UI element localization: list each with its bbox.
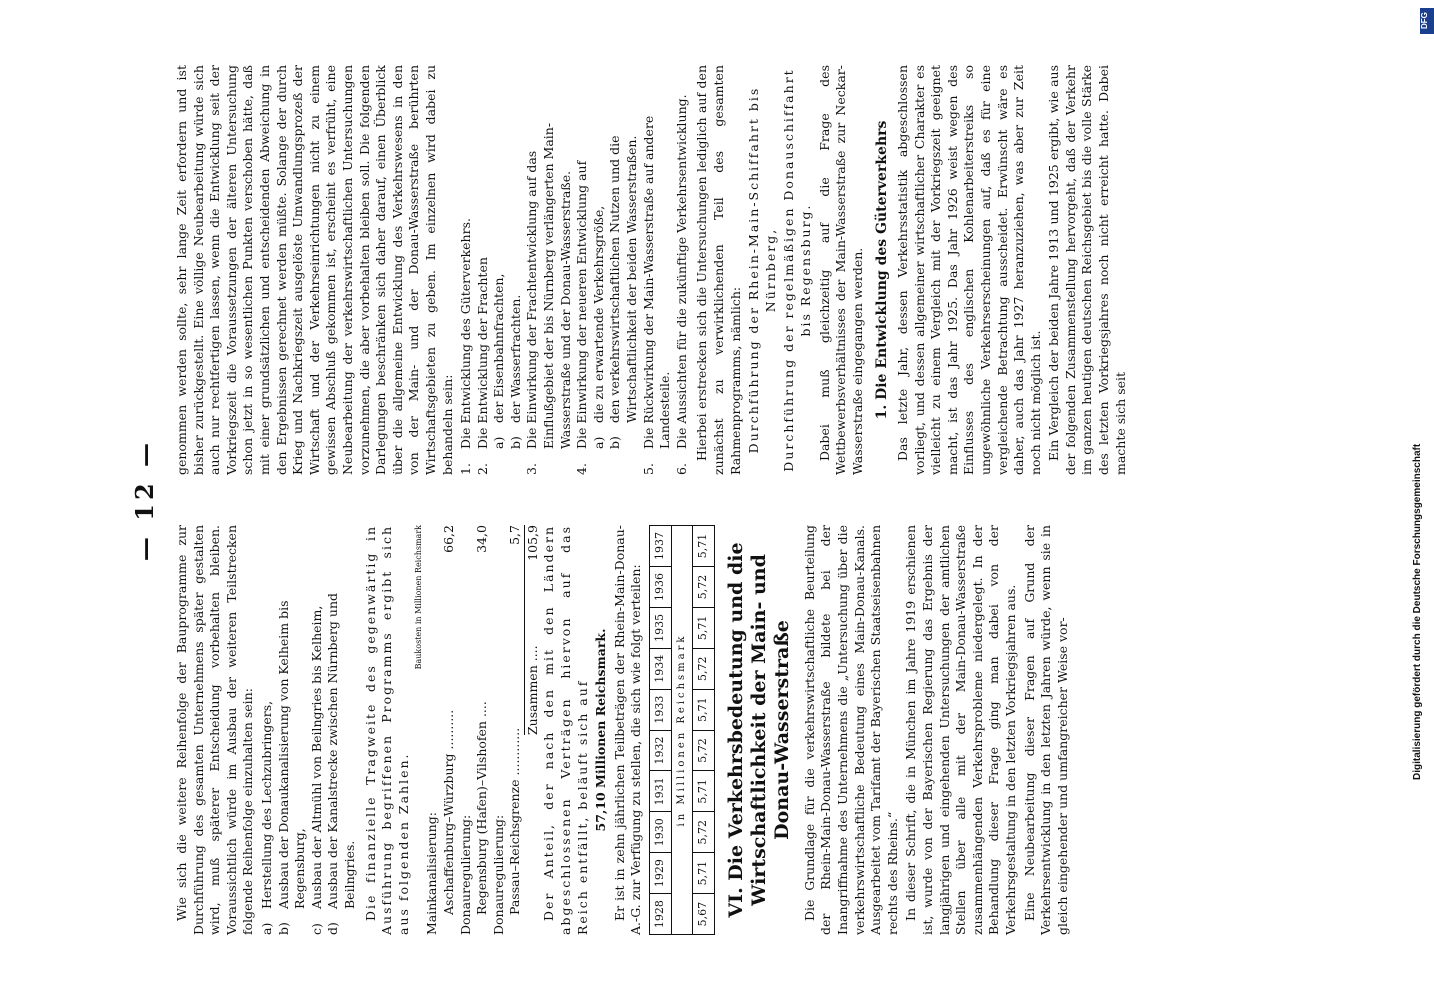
cost-row: Passau–Reichsgrenze ............ 5,7 bbox=[507, 525, 523, 915]
year-cell: 1932 bbox=[650, 730, 672, 771]
year-cell: 1929 bbox=[650, 853, 672, 894]
year-cell: 1935 bbox=[650, 607, 672, 648]
cost-row: Aschaffenburg–Würzburg .......... 66,2 bbox=[440, 525, 456, 915]
centered-line: Durchführung der regelmäßigen Donauschiffahrt bis Regensburg. bbox=[781, 68, 813, 472]
reich-share-amount: 57,10 Millionen Reichsmark. bbox=[593, 628, 609, 832]
list-item: 1. Die Entwicklung des Güterverkehrs. bbox=[458, 218, 474, 475]
installments-table bbox=[649, 525, 715, 935]
section-heading: VI. Die Verkehrsbedeutung und die Wirtschaftlichkeit der Main- und Donau-Wasserstraße bbox=[724, 542, 793, 918]
year-cell: 1930 bbox=[650, 812, 672, 853]
list-item: 2. Die Entwicklung der Frachten bbox=[474, 257, 490, 475]
year-cell: 1936 bbox=[650, 566, 672, 607]
list-item: a) der Eisenbahnfrachten, bbox=[491, 273, 507, 449]
value-cell: 5,72 bbox=[693, 812, 715, 853]
topics-list bbox=[458, 65, 690, 475]
cost-row: Regensburg (Hafen)–Vilshofen .... 34,0 bbox=[474, 525, 490, 915]
value-cell: 5,71 bbox=[693, 771, 715, 812]
value-cell: 5,71 bbox=[693, 607, 715, 648]
centered-line: Durchführung der Rhein-Main-Schiffahrt bis Nürnberg, bbox=[746, 86, 778, 454]
cost-label: Donauregulierung: bbox=[490, 814, 506, 935]
year-cell: 1933 bbox=[650, 689, 672, 730]
rotated-page bbox=[130, 65, 1410, 935]
cost-label: Mainkanalisierung: bbox=[424, 812, 440, 935]
list-item: 4. Die Einwirkung der neueren Entwicklung auf bbox=[574, 160, 590, 475]
paragraph: Ein Vergleich der beiden Jahre 1913 und 1925 ergibt, wie aus der folgenden Zusammenstellung hervorgeht, daß der Verkehr im ganzen heutigen deutschen Reichsgebiet bis die volle Stärke des letzten Vorkriegsjahres noch nicht erreicht hatte. Dabei machte sich seit bbox=[1046, 65, 1128, 475]
list-item: 3. Die Einwirkung der Frachtentwicklung auf das Einflußgebiet der bis Nürnberg verlängerten Main-Wasserstraße und der Donau-Wasserstraße. bbox=[524, 122, 573, 475]
cost-table bbox=[424, 525, 541, 935]
value-cell: 5,71 bbox=[693, 526, 715, 567]
annual-installments-paragraph: Er ist in zehn jährlichen Teilbeträgen der Rhein-Main-Donau-A.-G. zur Verfügung zu stellen, die sich wie folgt verteilen: bbox=[611, 525, 644, 935]
paragraph: genommen werden sollte, sehr lange Zeit erfordern und ist bisher zurückgestellt. Eine völlige Neubearbeitung würde sich auch nur rechtfertigen lassen, wenn die Entwicklung seit der Vorkriegszeit die Voraussetzungen der älteren Untersuchung schon jetzt in so wesentlichen Punkten verschoben hätte, daß mit einer grundsätzlichen und entscheidenden Abweichung in den Ergebnissen gerechnet werden müßte. Solange der durch Krieg und Nachkriegszeit ausgelöste Umwandlungsprozeß der Wirtschaft und der Verkehrseinrichtungen nicht zu einem gewissen Abschluß gekommen ist, erscheint es verfrüht, eine Neubearbeitung der verkehrswirtschaftlichen Untersuchungen vorzunehmen, die aber vorbehalten bleiben soll. Die folgenden Darlegungen beschränken sich daher darauf, einen Überblick über die allgemeine Entwicklung des Verkehrswesens in den von der Main- und der Donau-Wasserstraße berührten Wirtschaftsgebieten zu geben. Im einzelnen wird dabei zu behandeln sein: bbox=[174, 65, 455, 475]
value-cell: 5,67 bbox=[693, 894, 715, 935]
left-column bbox=[174, 525, 1070, 935]
paragraph: Die Grundlage für die verkehrswirtschaftliche Beurteilung der Rhein-Main-Donau-Wasserstraße bildete bei der Inangriffnahme des Unternehmens die „Untersuchung über die verkehrswirtschaftliche Bedeutung eines Main-Donau-Kanals. Ausgearbeitet vom Tarifamt der Bayerischen Staatseisenbahnen rechts des Rheins.“ bbox=[801, 525, 900, 935]
list-item: 5. Die Rückwirkung der Main-Wasserstraße auf andere Landesteile. bbox=[640, 115, 673, 475]
cost-label: Donauregulierung: bbox=[457, 814, 473, 935]
value-cell: 5,71 bbox=[693, 689, 715, 730]
table-row bbox=[693, 526, 715, 935]
paragraph: Dabei muß gleichzeitig auf die Frage des Wettbewerbsverhältnisses der Main-Wasserstraße zur Neckar-Wasserstraße eingegangen werden. bbox=[816, 65, 865, 475]
table-unit-row: in Millionen Reichsmark bbox=[671, 526, 693, 935]
construction-sequence-list bbox=[259, 525, 359, 935]
paragraph: In dieser Schrift, die in München im Jahre 1919 erschienen ist, wurde von der Bayerischen Regierung das Ergebnis der langjährigen und eingehenden Untersuchungen der amtlichen Stellen über alle mit der Main-Donau-Wasserstraße zusammenhängenden Verkehrsprobleme niedergelegt. In der Behandlung dieser Frage ging man dabei von der Verkehrsgestaltung in den letzten Vorkriegsjahren aus. bbox=[903, 525, 1018, 935]
digitization-credit: Digitalisierung gefördert durch die Deutsche Forschungsgemeinschaft bbox=[1412, 443, 1423, 780]
value-cell: 5,72 bbox=[693, 648, 715, 689]
year-cell: 1931 bbox=[650, 771, 672, 812]
list-item: a) Herstellung des Lechzubringers, bbox=[258, 700, 274, 935]
right-column bbox=[174, 65, 1128, 475]
value-cell: 5,72 bbox=[693, 730, 715, 771]
finance-intro: Die finanzielle Tragweite des gegenwärtig in Ausführung begriffenen Programms ergibt sich aus folgenden Zahlen. bbox=[362, 525, 411, 935]
reich-share-paragraph: Der Anteil, der nach den mit den Ländern abgeschlossenen Verträgen hiervon auf das Reich entfällt, beläuft sich auf bbox=[541, 525, 590, 935]
value-cell: 5,72 bbox=[693, 566, 715, 607]
year-cell: 1928 bbox=[650, 894, 672, 935]
value-cell: 5,71 bbox=[693, 853, 715, 894]
year-cell: 1937 bbox=[650, 526, 672, 567]
sub-heading: 1. Die Entwicklung des Güterverkehrs bbox=[874, 120, 891, 420]
list-item: c) Ausbau der Altmühl von Beilngries bis Kelheim, bbox=[308, 605, 324, 935]
page-number: — 12 — bbox=[130, 438, 159, 562]
list-item: 6. Die Aussichten für die zukünftige Verkehrsentwicklung. bbox=[673, 94, 689, 475]
list-item: b) den verkehrswirtschaftlichen Nutzen und die Wirtschaftlichkeit der beiden Wasserstraßen. bbox=[607, 135, 640, 449]
paragraph: Eine Neubearbeitung dieser Fragen auf Grund der Verkehrsentwicklung in den letzten Jahren würde, wenn sie in gleich eingehender und umfangreicher Weise vor- bbox=[1021, 525, 1070, 935]
dfg-logo: DFG bbox=[1420, 8, 1434, 34]
cost-sum-row: Zusammen .... 105,9 bbox=[524, 525, 540, 735]
paragraph: Das letzte Jahr, dessen Verkehrsstatistik abgeschlossen vorliegt, und dessen allgemeiner wirtschaftlicher Charakter es vielleicht zu einem Vergleich mit der Vorkriegszeit geeignet macht, ist das Jahr 1925. Das Jahr 1926 weist wegen des Einflusses des englischen Kohlenarbeiterstreiks so ungewöhnliche Verkehrserscheinungen auf, daß es für eine vergleichende Betrachtung ausscheidet. Erwünscht wäre es daher, auch das Jahr 1927 heranzuziehen, was aber zur Zeit noch nicht möglich ist. bbox=[894, 65, 1043, 475]
list-item: b) Ausbau der Donaukanalisierung von Kelheim bis Regensburg, bbox=[275, 600, 308, 935]
year-cell: 1934 bbox=[650, 648, 672, 689]
table-header-row bbox=[650, 526, 672, 935]
list-item: a) die zu erwartende Verkehrsgröße, bbox=[590, 205, 606, 449]
intro-paragraph: Wie sich die weitere Reihenfolge der Bauprogramme zur Durchführung des gesamten Unternehmens später gestalten wird, muß späterer Entscheidung vorbehalten bleiben. Voraussichtlich würde im Ausbau der weiteren Teilstrecken folgende Reihenfolge einzuhalten sein: bbox=[174, 525, 256, 935]
paragraph: Hierbei erstrecken sich die Untersuchungen lediglich auf den zunächst zu verwirklichenden Teil des gesamten Rahmenprogramms, nämlich: bbox=[694, 65, 743, 475]
list-item: d) Ausbau der Kanalstrecke zwischen Nürnberg und Beilngries. bbox=[325, 592, 357, 935]
cost-unit-note: Baukosten in Millionen Reichsmark bbox=[414, 525, 424, 670]
list-item: b) der Wasserfrachten. bbox=[507, 294, 523, 449]
